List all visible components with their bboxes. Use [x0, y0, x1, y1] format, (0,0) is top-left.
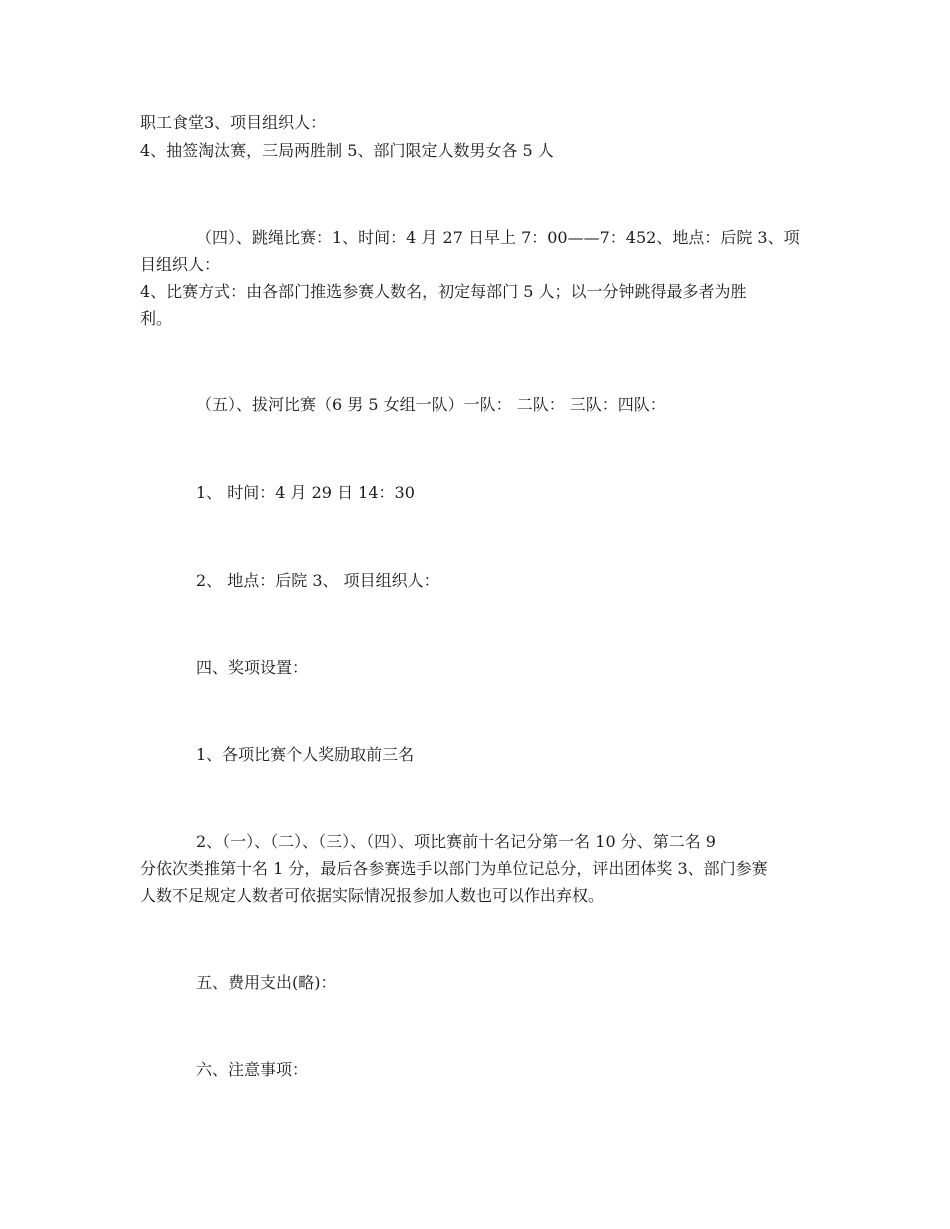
- text-line: 利。: [140, 309, 173, 328]
- section-heading: 五、费用支出(略)：: [196, 973, 337, 992]
- text-line: （四）、跳绳比赛：1、时间：4 月 27 日早上 7：00——7：452、地点：后院 3、项: [196, 228, 800, 247]
- text-line: 2、（一）、（二）、（三）、（四）、项比赛前十名记分第一名 10 分、第二名 9: [196, 832, 716, 851]
- text-line: 人数不足规定人数者可依据实际情况报参加人数也可以作出弃权。: [140, 886, 605, 905]
- section-heading: 四、奖项设置：: [196, 658, 309, 677]
- text-line: 目组织人：: [140, 255, 221, 274]
- text-line: 4、比赛方式：由各部门推选参赛人数名，初定每部门 5 人；以一分钟跳得最多者为胜: [140, 282, 747, 301]
- text-line: 4、抽签淘汰赛，三局两胜制 5、部门限定人数男女各 5 人: [140, 141, 554, 160]
- section-heading: 六、注意事项：: [196, 1060, 309, 1079]
- text-line: 分依次类推第十名 1 分，最后各参赛选手以部门为单位记总分，评出团体奖 3、部门参赛: [140, 859, 768, 878]
- text-line: （五）、拔河比赛（6 男 5 女组一队）一队： 二队： 三队：四队：: [196, 395, 666, 414]
- text-line: 职工食堂3、项目组织人：: [140, 113, 327, 132]
- text-line: 1、各项比赛个人奖励取前三名: [196, 745, 415, 764]
- text-line: 1、 时间：4 月 29 日 14：30: [196, 483, 415, 502]
- text-line: 2、 地点：后院 3、 项目组织人：: [196, 571, 440, 590]
